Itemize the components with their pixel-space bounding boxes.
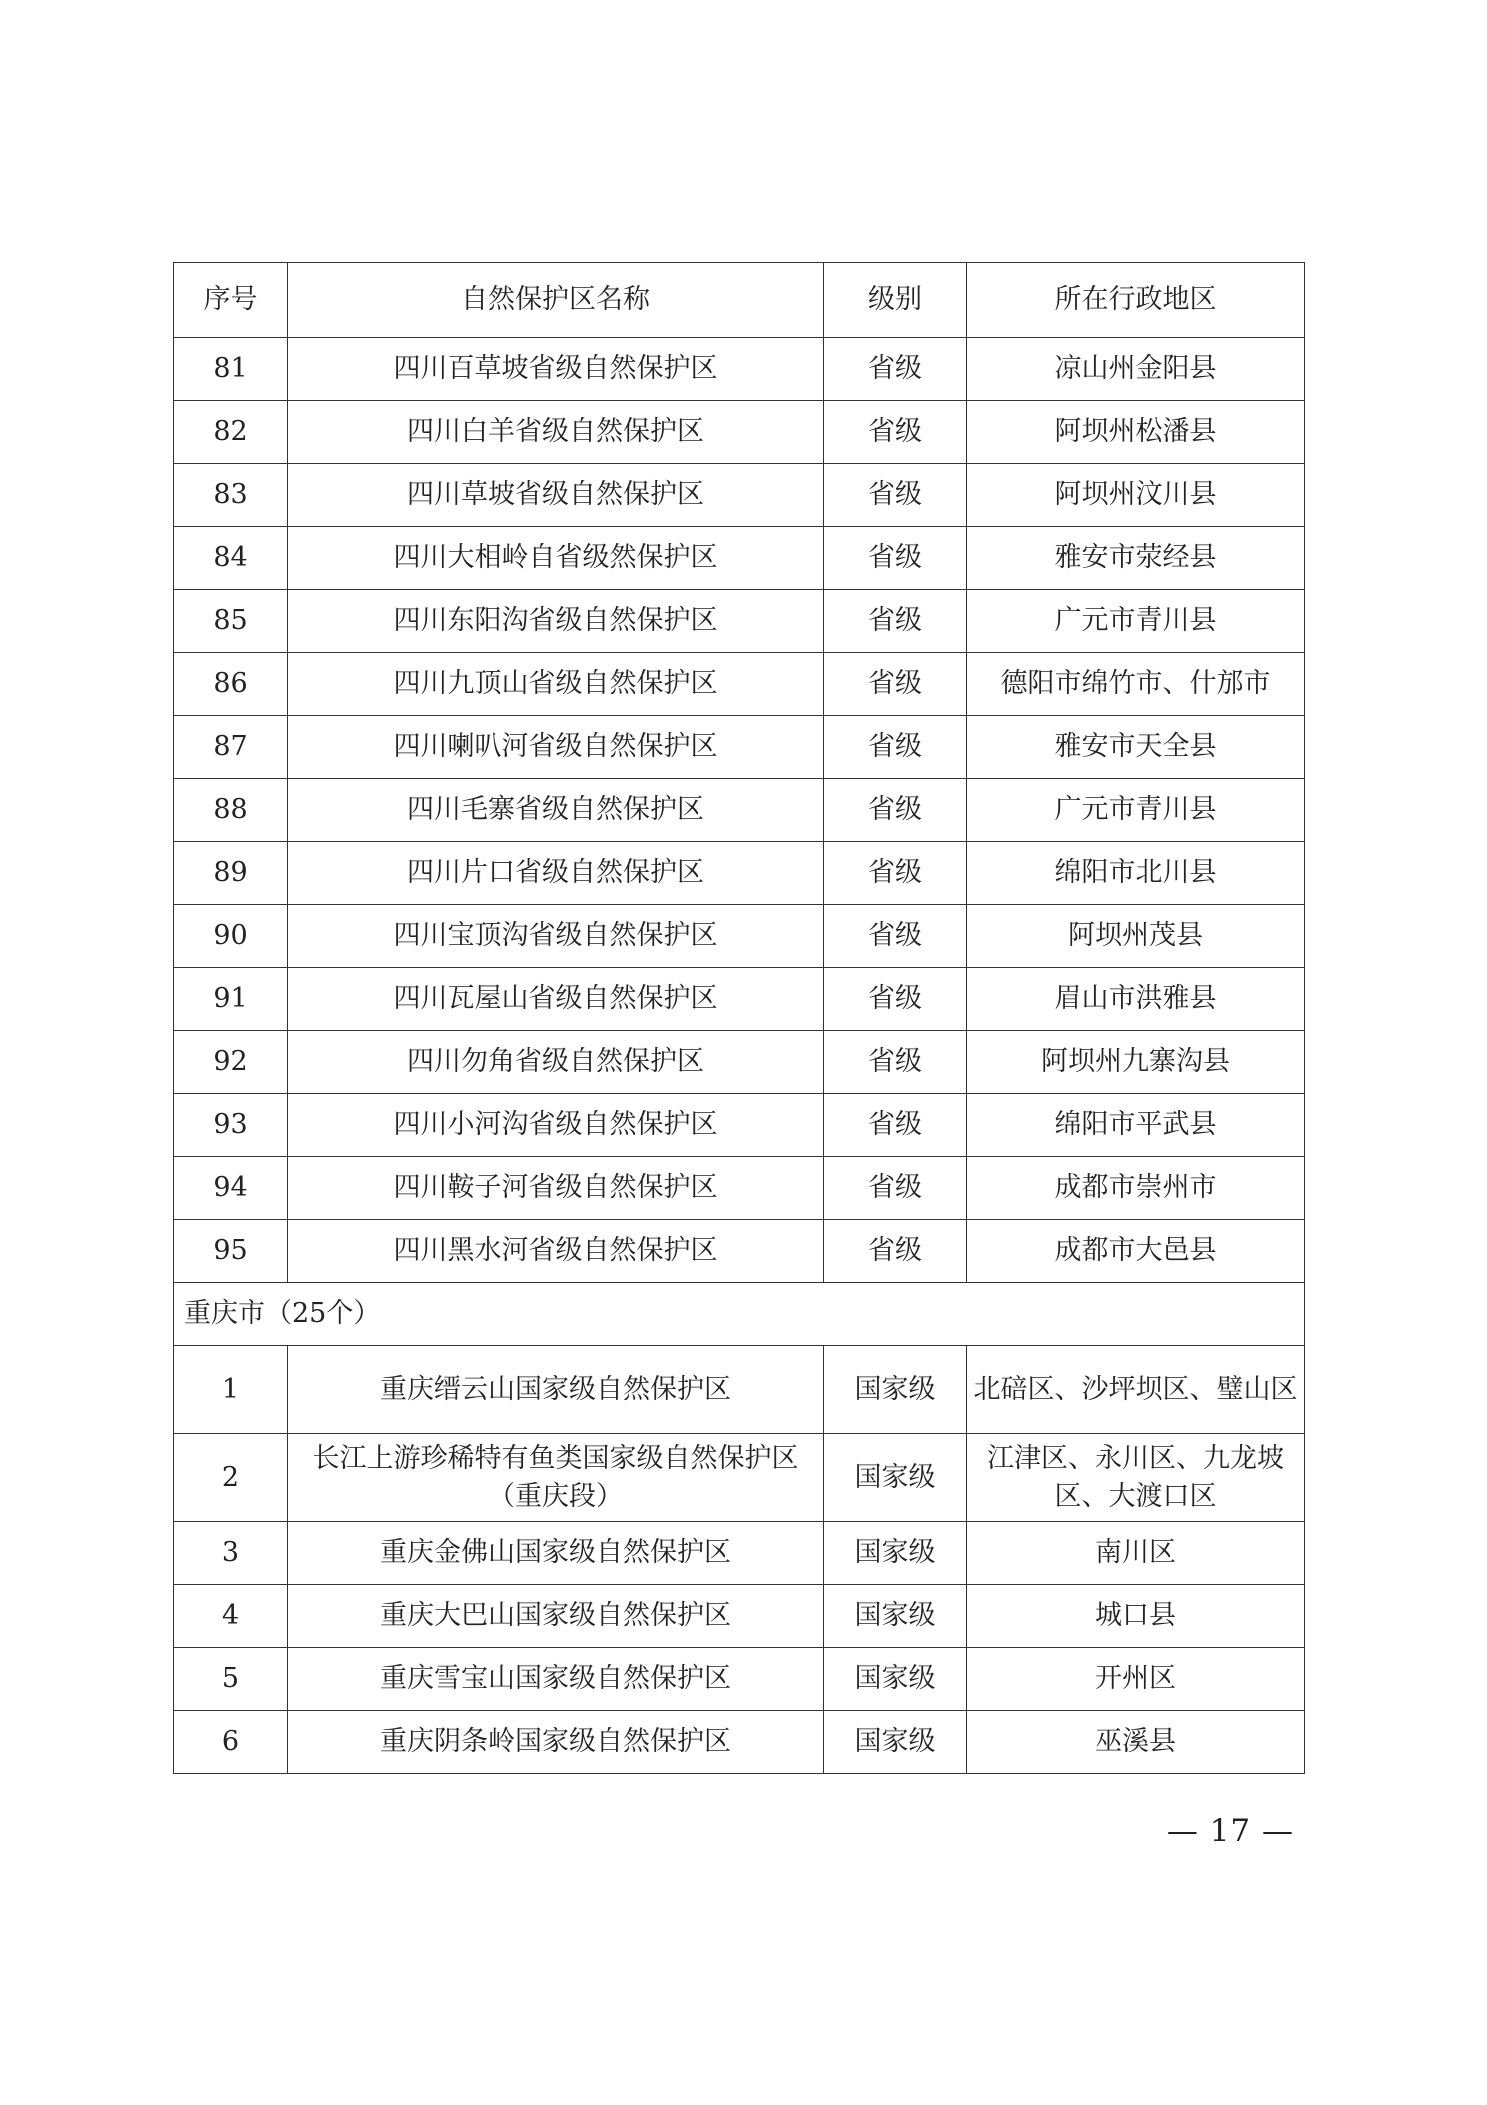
cell-level: 省级 (824, 1157, 967, 1220)
cell-no: 4 (174, 1585, 288, 1648)
table-row (174, 905, 1305, 968)
cell-region: 雅安市天全县 (967, 716, 1305, 779)
cell-level: 省级 (824, 527, 967, 590)
cell-region: 成都市大邑县 (967, 1220, 1305, 1283)
cell-region: 广元市青川县 (967, 590, 1305, 653)
table-body (174, 338, 1305, 1774)
table-row (174, 1585, 1305, 1648)
cell-level: 省级 (824, 338, 967, 401)
cell-level: 省级 (824, 653, 967, 716)
cell-no: 86 (174, 653, 288, 716)
cell-no: 82 (174, 401, 288, 464)
cell-name: 四川大相岭自省级然保护区 (288, 527, 824, 590)
cell-level: 省级 (824, 1220, 967, 1283)
cell-name: 四川百草坡省级自然保护区 (288, 338, 824, 401)
table-header-row (174, 263, 1305, 338)
table-row (174, 653, 1305, 716)
table-row (174, 401, 1305, 464)
cell-name: 四川鞍子河省级自然保护区 (288, 1157, 824, 1220)
cell-no: 92 (174, 1031, 288, 1094)
cell-level: 省级 (824, 716, 967, 779)
nature-reserve-table (173, 262, 1305, 1774)
cell-level: 国家级 (824, 1711, 967, 1774)
cell-name: 重庆雪宝山国家级自然保护区 (288, 1648, 824, 1711)
cell-no: 94 (174, 1157, 288, 1220)
cell-no: 81 (174, 338, 288, 401)
table-row (174, 1031, 1305, 1094)
cell-level: 省级 (824, 968, 967, 1031)
cell-name: 四川勿角省级自然保护区 (288, 1031, 824, 1094)
table-row (174, 1711, 1305, 1774)
cell-region: 开州区 (967, 1648, 1305, 1711)
cell-name: 四川片口省级自然保护区 (288, 842, 824, 905)
cell-name: 重庆缙云山国家级自然保护区 (288, 1346, 824, 1434)
cell-level: 省级 (824, 590, 967, 653)
header-name: 自然保护区名称 (288, 263, 824, 338)
cell-name: 四川毛寨省级自然保护区 (288, 779, 824, 842)
cell-region: 眉山市洪雅县 (967, 968, 1305, 1031)
cell-region: 德阳市绵竹市、什邡市 (967, 653, 1305, 716)
cell-name: 四川瓦屋山省级自然保护区 (288, 968, 824, 1031)
cell-level: 国家级 (824, 1522, 967, 1585)
cell-level: 省级 (824, 905, 967, 968)
table-row (174, 842, 1305, 905)
cell-region: 巫溪县 (967, 1711, 1305, 1774)
header-no: 序号 (174, 263, 288, 338)
table-row (174, 1220, 1305, 1283)
header-level: 级别 (824, 263, 967, 338)
cell-name: 四川白羊省级自然保护区 (288, 401, 824, 464)
cell-level: 国家级 (824, 1346, 967, 1434)
cell-level: 省级 (824, 842, 967, 905)
cell-name: 四川小河沟省级自然保护区 (288, 1094, 824, 1157)
cell-level: 省级 (824, 1031, 967, 1094)
cell-region: 城口县 (967, 1585, 1305, 1648)
cell-region: 北碚区、沙坪坝区、璧山区 (967, 1346, 1305, 1434)
table-row (174, 1094, 1305, 1157)
cell-no: 93 (174, 1094, 288, 1157)
cell-region: 凉山州金阳县 (967, 338, 1305, 401)
cell-name: 四川草坡省级自然保护区 (288, 464, 824, 527)
table-row (174, 464, 1305, 527)
cell-no: 83 (174, 464, 288, 527)
table-row (174, 1522, 1305, 1585)
cell-no: 91 (174, 968, 288, 1031)
cell-no: 84 (174, 527, 288, 590)
table-row (174, 1346, 1305, 1434)
cell-name: 四川东阳沟省级自然保护区 (288, 590, 824, 653)
cell-region: 雅安市荥经县 (967, 527, 1305, 590)
cell-no: 95 (174, 1220, 288, 1283)
cell-name: 四川宝顶沟省级自然保护区 (288, 905, 824, 968)
cell-no: 89 (174, 842, 288, 905)
cell-level: 省级 (824, 401, 967, 464)
table-row (174, 779, 1305, 842)
cell-no: 3 (174, 1522, 288, 1585)
cell-name: 四川喇叭河省级自然保护区 (288, 716, 824, 779)
cell-region: 阿坝州九寨沟县 (967, 1031, 1305, 1094)
cell-name: 重庆金佛山国家级自然保护区 (288, 1522, 824, 1585)
section-label: 重庆市（25个） (174, 1283, 1305, 1346)
table-row (174, 590, 1305, 653)
header-region: 所在行政地区 (967, 263, 1305, 338)
cell-region: 江津区、永川区、九龙坡区、大渡口区 (967, 1434, 1305, 1522)
cell-region: 阿坝州汶川县 (967, 464, 1305, 527)
cell-no: 6 (174, 1711, 288, 1774)
cell-no: 90 (174, 905, 288, 968)
table-row (174, 716, 1305, 779)
table-row (174, 968, 1305, 1031)
cell-no: 87 (174, 716, 288, 779)
cell-level: 省级 (824, 1094, 967, 1157)
table-row (174, 1157, 1305, 1220)
cell-name: 四川九顶山省级自然保护区 (288, 653, 824, 716)
cell-region: 南川区 (967, 1522, 1305, 1585)
cell-level: 国家级 (824, 1434, 967, 1522)
cell-no: 2 (174, 1434, 288, 1522)
table-row (174, 1648, 1305, 1711)
table-row (174, 338, 1305, 401)
cell-level: 国家级 (824, 1585, 967, 1648)
table-row (174, 1434, 1305, 1522)
section-row (174, 1283, 1305, 1346)
cell-region: 绵阳市平武县 (967, 1094, 1305, 1157)
table-row (174, 527, 1305, 590)
cell-region: 阿坝州松潘县 (967, 401, 1305, 464)
cell-name: 四川黑水河省级自然保护区 (288, 1220, 824, 1283)
cell-no: 5 (174, 1648, 288, 1711)
cell-region: 绵阳市北川县 (967, 842, 1305, 905)
cell-level: 省级 (824, 464, 967, 527)
cell-region: 成都市崇州市 (967, 1157, 1305, 1220)
cell-name: 重庆大巴山国家级自然保护区 (288, 1585, 824, 1648)
cell-region: 阿坝州茂县 (967, 905, 1305, 968)
cell-no: 1 (174, 1346, 288, 1434)
cell-no: 85 (174, 590, 288, 653)
cell-no: 88 (174, 779, 288, 842)
cell-name: 重庆阴条岭国家级自然保护区 (288, 1711, 824, 1774)
cell-level: 省级 (824, 779, 967, 842)
cell-level: 国家级 (824, 1648, 967, 1711)
cell-region: 广元市青川县 (967, 779, 1305, 842)
cell-name: 长江上游珍稀特有鱼类国家级自然保护区（重庆段） (288, 1434, 824, 1522)
page-number: — 17 — (1166, 1813, 1294, 1849)
